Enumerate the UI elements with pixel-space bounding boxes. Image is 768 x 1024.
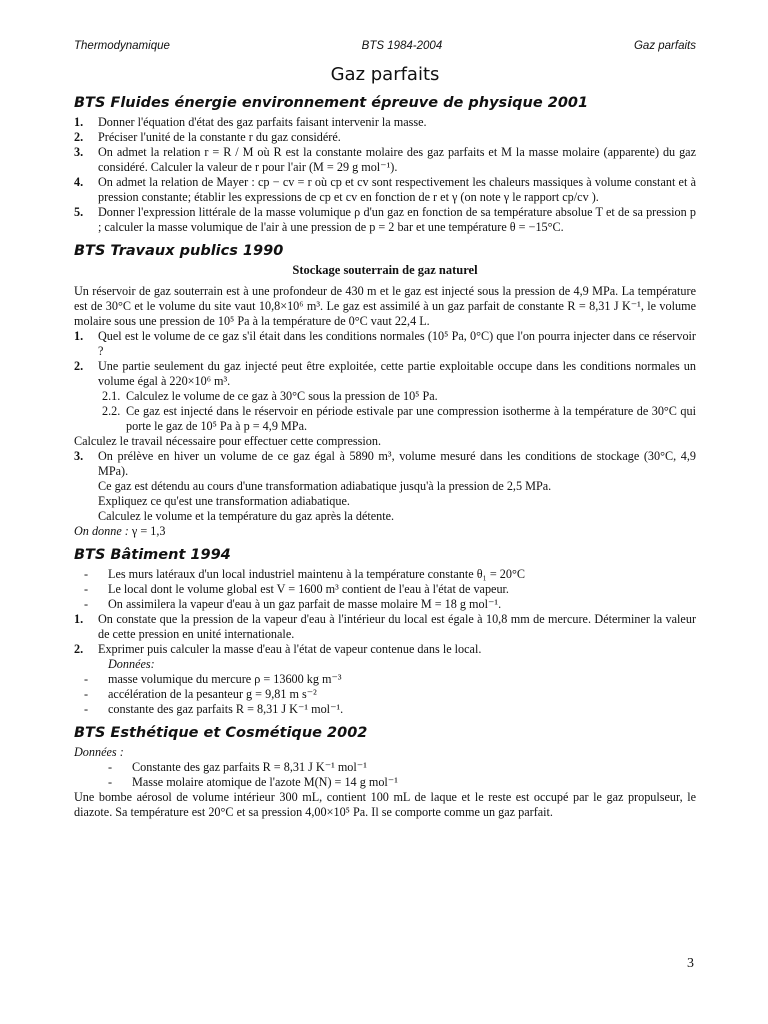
list-item: - Constante des gaz parfaits R = 8,31 J K⁻¹ mol⁻¹ (108, 760, 367, 774)
question-5: 5. Donner l'expression littérale de la masse volumique ρ d'un gaz en fonction de sa température absolue T et de sa pression p ; calculer la masse volumique de l'air à une pression de p = 2 bar et une température θ = −15°C. (74, 205, 696, 234)
question-3-line-b: Expliquez ce qu'est une transformation adiabatique. (98, 494, 350, 508)
intro-paragraph: Un réservoir de gaz souterrain est à une profondeur de 430 m et le gaz est injecté sous la pression de 4,9 MPa. La température est de 30°C et le volume du site vaut 10,8×10⁶ m³. Le gaz est assimilé à un gaz parfait de constante R = 8,31 J K⁻¹, le volume molaire sous une pression de 10⁵ Pa à la température de 0°C vaut 22,4 L. (74, 284, 696, 328)
data-label: Données: (108, 657, 155, 671)
question-3-line-c: Calculez le volume et la température du gaz après la détente. (98, 509, 395, 523)
header-left: Thermodynamique (74, 40, 170, 52)
list-item: - Les murs latéraux d'un local industriel maintenu à la température constante θ₁ = 20°C (84, 567, 525, 581)
section-heading-batiment: BTS Bâtiment 1994 (74, 547, 231, 563)
question-2-conclusion: Calculez le travail nécessaire pour effectuer cette compression. (74, 434, 382, 448)
question-4: 4. On admet la relation de Mayer : cp − cv = r où cp et cv sont respectivement les chaleurs massiques à volume constant et à pression constante; établir les expressions de cp et cv en fonction de r et γ (on note γ le rapport cp/cv ). (74, 175, 696, 204)
given-data: On donne : γ = 1,3 (74, 524, 166, 538)
list-item: - accélération de la pesanteur g = 9,81 m s⁻² (84, 687, 317, 701)
section-subtitle: Stockage souterrain de gaz naturel (292, 263, 478, 277)
header-center: BTS 1984-2004 (361, 40, 443, 52)
question-3: 3. On prélève en hiver un volume de ce gaz égal à 5890 m³, volume mesuré dans les conditions de stockage (30°C, 4,9 MPa). (74, 449, 696, 478)
list-item: - Masse molaire atomique de l'azote M(N) = 14 g mol⁻¹ (108, 775, 398, 789)
running-header (74, 40, 696, 52)
list-item: - masse volumique du mercure ρ = 13600 kg m⁻³ (84, 672, 342, 686)
problem-text: Une bombe aérosol de volume intérieur 300 mL, contient 100 mL de laque et le reste est occupé par le gaz propulseur, le diazote. Sa température est 20°C et sa pression 4,00×10⁵ Pa. Il se comporte comme un gaz parfait. (74, 790, 696, 819)
question-1: 1. Donner l'équation d'état des gaz parfaits faisant intervenir la masse. (74, 115, 427, 129)
question-1: 1. On constate que la pression de la vapeur d'eau à l'intérieur du local est égale à 10,8 mm de mercure. Déterminer la valeur de cette pression en unité internationale. (74, 612, 696, 641)
question-1: 1. Quel est le volume de ce gaz s'il était dans les conditions normales (10⁵ Pa, 0°C) que l'on pourra injecter dans ce réservoir ? (74, 329, 696, 358)
data-label: Données : (74, 745, 124, 759)
question-2: 2. Préciser l'unité de la constante r du gaz considéré. (74, 130, 341, 144)
section-heading-travaux-publics: BTS Travaux publics 1990 (74, 243, 284, 259)
section-heading-esthetique: BTS Esthétique et Cosmétique 2002 (74, 725, 368, 741)
list-item: - On assimilera la vapeur d'eau à un gaz parfait de masse molaire M = 18 g mol⁻¹. (84, 597, 502, 611)
page (74, 40, 696, 820)
question-2: 2. Exprimer puis calculer la masse d'eau à l'état de vapeur contenue dans le local. (74, 642, 482, 656)
question-2: 2. Une partie seulement du gaz injecté peut être exploitée, cette partie exploitable occupe dans les conditions normales un volume égal à 220×10⁶ m³. (74, 359, 696, 388)
question-3-line-a: Ce gaz est détendu au cours d'une transformation adiabatique jusqu'à la pression de 2,5 MPa. (98, 479, 552, 493)
section-heading-fluides: BTS Fluides énergie environnement épreuve de physique 2001 (74, 95, 589, 111)
list-item: - Le local dont le volume global est V = 1600 m³ contient de l'eau à l'état de vapeur. (84, 582, 509, 596)
list-item: - constante des gaz parfaits R = 8,31 J K⁻¹ mol⁻¹. (84, 702, 344, 716)
page-number: 3 (687, 956, 694, 971)
header-right: Gaz parfaits (633, 40, 696, 52)
document-title: Gaz parfaits (330, 64, 440, 85)
question-2-1: 2.1. Calculez le volume de ce gaz à 30°C sous la pression de 10⁵ Pa. (102, 389, 438, 403)
question-3: 3. On admet la relation r = R / M où R est la constante molaire des gaz parfaits et M la masse molaire (apparente) du gaz considéré. Calculer la valeur de r pour l'air (M = 29 g mol⁻¹). (74, 145, 696, 174)
question-2-2: 2.2. Ce gaz est injecté dans le réservoir en période estivale par une compression isotherme à la température de 30°C qui porte le gaz de 10⁵ Pa à p = 4,9 MPa. (102, 404, 696, 433)
